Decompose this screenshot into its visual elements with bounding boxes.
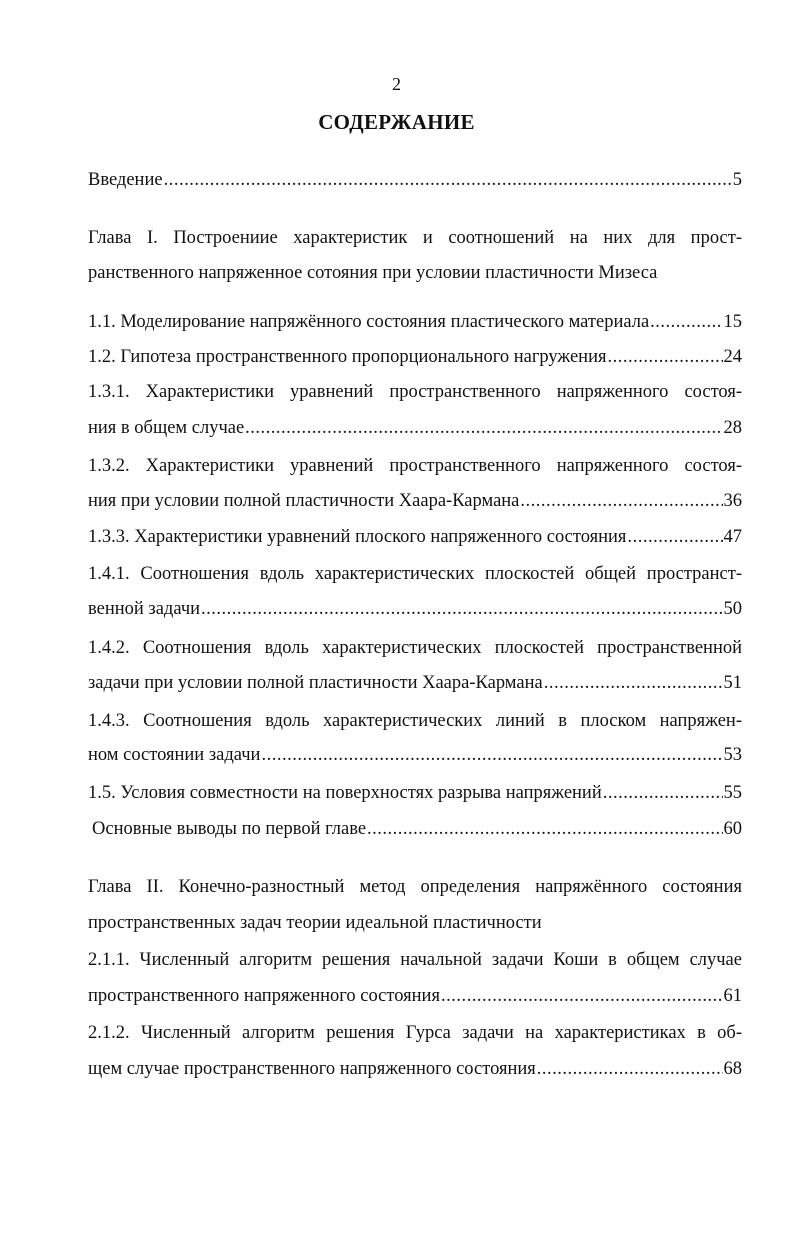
toc-entry-text: Введение [88,170,163,190]
toc-page-number: 47 [723,527,742,547]
toc-page-number: 60 [723,819,742,839]
chapter-heading-2-line-2: пространственных задач теории идеальной пластичности [88,913,542,933]
chapter-heading-2-line-1: Глава II. Конечно-разностный метод определения напряжённого состояния [88,877,742,897]
chapter-heading-1-line-1: Глава I. Построениие характеристик и соотношений на них для прост- [88,228,742,248]
toc-page-number: 61 [723,986,742,1006]
toc-entry-1-4-3-line-1: 1.4.3. Соотношения вдоль характеристических линий в плоском напряжен- [88,711,742,731]
toc-entry-1-1: 1.1. Моделирование напряжённого состояния пластического материала ..... 15 [88,309,742,335]
toc-page-number: 28 [723,418,742,438]
toc-entry-1-3-2-line-2: ния при условии полной пластичности Хаара-Кармана ..... 36 [88,488,742,514]
toc-entry-intro [88,167,742,193]
toc-page-number: 24 [723,347,742,367]
page-number: 2 [392,74,401,94]
toc-entry-1-3-1-line-1: 1.3.1. Характеристики уравнений пространственного напряженного состоя- [88,382,742,402]
toc-entry-2-1-2-line-1: 2.1.2. Численный алгоритм решения Гурса задачи на характеристиках в об- [88,1023,742,1043]
toc-entry-1-4-2-line-2: задачи при условии полной пластичности Хаара-Кармана ..... 51 [88,670,742,696]
toc-entry-2-1-1-line-2: пространственного напряженного состояния ..... 61 [88,983,742,1009]
toc-page-number: 50 [723,599,742,619]
toc-entry-1-2: 1.2. Гипотеза пространственного пропорционального нагружения ..... 24 [88,344,742,370]
chapter-heading-1-line-2: ранственного напряженное сотояния при условии пластичности Мизеса [88,263,658,283]
toc-entry-1-4-1-line-2: венной задачи ..... 50 [88,596,742,622]
toc-entry-1-3-3: 1.3.3. Характеристики уравнений плоского напряженного состояния ..... 47 [88,524,742,550]
toc-page-number: 55 [723,783,742,803]
toc-entry-1-5: 1.5. Условия совместности на поверхностях разрыва напряжений ..... 55 [88,780,742,806]
toc-entry-1-4-3-line-2: ном состоянии задачи ..... 53 [88,742,742,768]
toc-entry-1-3-1-line-2: ния в общем случае ..... 28 [88,415,742,441]
toc-page-number: 53 [723,745,742,765]
page-title: СОДЕРЖАНИЕ [318,110,475,134]
toc-page-number: 36 [723,491,742,511]
toc-entry-conclusions-1: Основные выводы по первой главе ..... 60 [92,816,742,842]
toc-entry-2-1-2-line-2: щем случае пространственного напряженного состояния ..... 68 [88,1056,742,1082]
toc-entry-1-4-2-line-1: 1.4.2. Соотношения вдоль характеристических плоскостей пространственной [88,638,742,658]
toc-page-number: 68 [723,1059,742,1079]
toc-page-number: 5 [732,170,742,190]
toc-page-number: 51 [723,673,742,693]
toc-entry-1-3-2-line-1: 1.3.2. Характеристики уравнений пространственного напряженного состоя- [88,456,742,476]
toc-entry-1-4-1-line-1: 1.4.1. Соотношения вдоль характеристических плоскостей общей пространст- [88,564,742,584]
toc-entry-2-1-1-line-1: 2.1.1. Численный алгоритм решения начальной задачи Коши в общем случае [88,950,742,970]
toc-page-number: 15 [723,312,742,332]
